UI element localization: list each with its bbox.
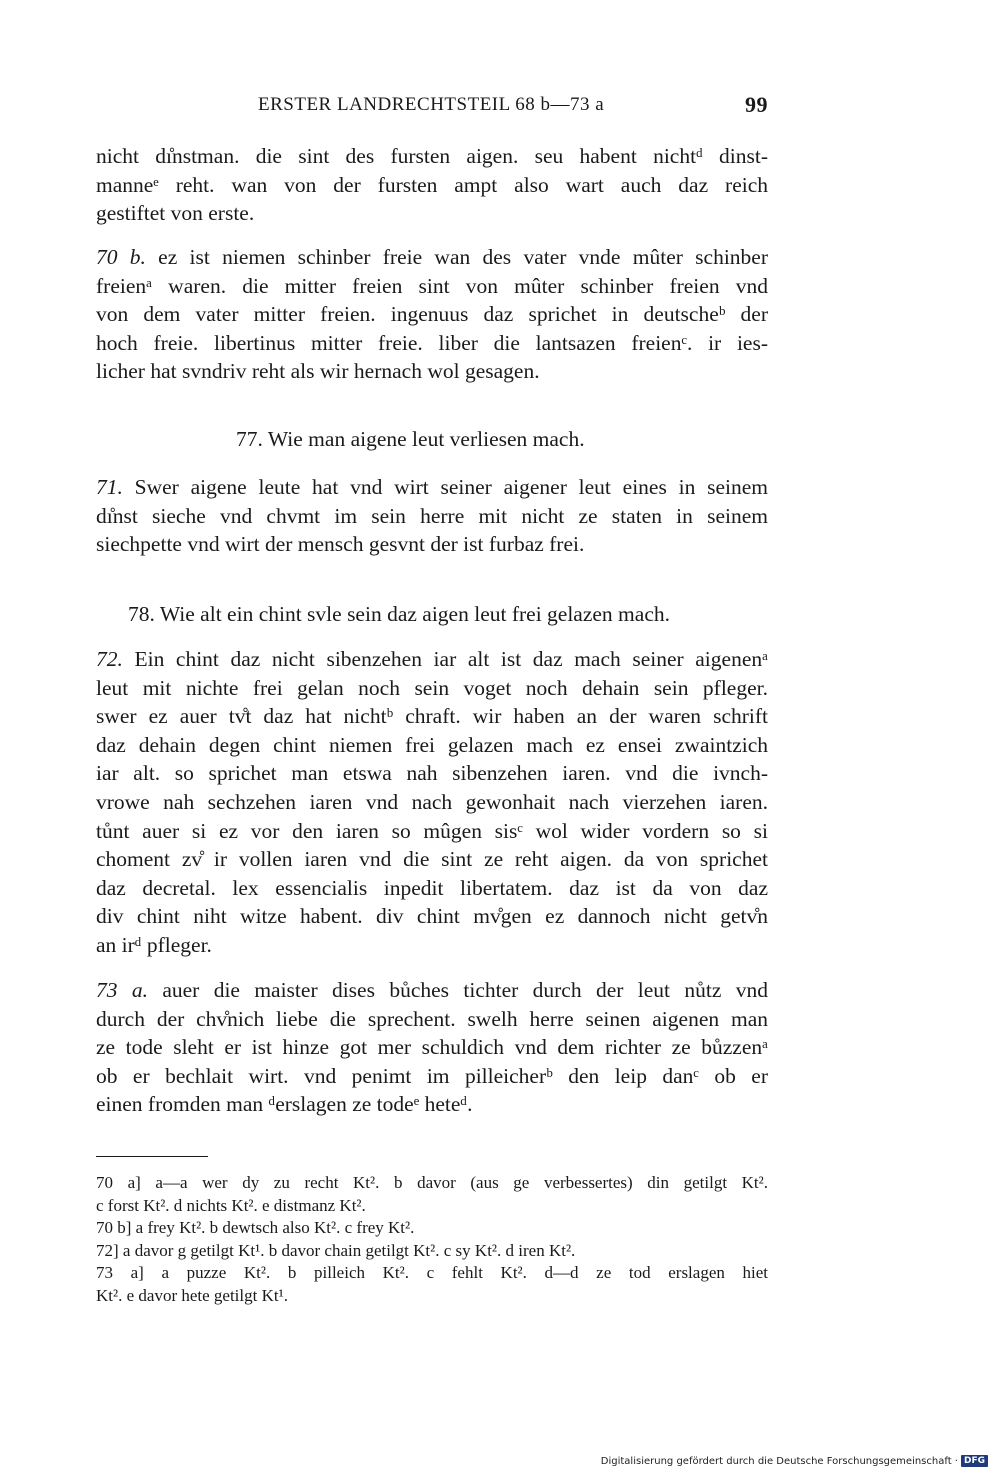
text-fragment: Swer aigene leute hat vnd wirt seiner aigener leut eines in seinem <box>122 475 768 499</box>
text-line: daz dehain degen chint niemen frei gelazen mach ez ensei zwaintzich <box>96 732 768 757</box>
footnote-line: c forst Kt². d nichts Kt². e distmanz Kt². <box>96 1195 366 1215</box>
footnotes <box>96 1172 768 1307</box>
footnote-line: 72] a davor g getilgt Kt¹. b davor chain getilgt Kt². c sy Kt². d iren Kt². <box>96 1240 576 1260</box>
running-title: ERSTER LANDRECHTSTEIL 68 b—73 a <box>258 94 605 115</box>
text-line: manneᵉ reht. wan von der fursten ampt also wart auch daz reich <box>96 172 768 197</box>
text-fragment: Ein chint daz nicht sibenzehen iar alt ist daz mach seiner aigenenᵃ <box>122 647 768 671</box>
paragraph-number: 72. <box>96 647 123 671</box>
paragraph-continuation <box>96 142 768 228</box>
footnote-line: 70 b] a frey Kt². b dewtsch also Kt². c frey Kt². <box>96 1218 415 1237</box>
text-line: durch der chv̊nich liebe die sprechent. swelh herre seinen aigenen man <box>96 1006 768 1031</box>
digitization-credit <box>601 1455 988 1467</box>
text-fragment: ez ist niemen schinber freie wan des vater vnde mûter schinber <box>145 245 769 269</box>
text-line: ob er bechlait wirt. vnd penimt im pilleicherᵇ den leip danᶜ ob er <box>96 1063 768 1088</box>
text-line: iar alt. so sprichet man etswa nah sibenzehen iaren. vnd die ivnch- <box>96 761 768 786</box>
text-fragment: auer die maister dises bůches tichter durch der leut nůtz vnd <box>147 978 768 1002</box>
footnote-line: Kt². e davor hete getilgt Kt¹. <box>96 1285 288 1305</box>
text-line: choment zv̊ ir vollen iaren vnd die sint ze reht aigen. da von sprichet <box>96 847 768 872</box>
paragraph-number: 70 b. <box>96 245 146 269</box>
text-line: an irᵈ pfleger. <box>96 932 212 957</box>
paragraph-72 <box>96 645 768 960</box>
credit-text: Digitalisierung gefördert durch die Deutsche Forschungsgemeinschaft · <box>600 1455 958 1467</box>
section-heading: 78. Wie alt ein chint svle sein daz aigen leut frei gelazen mach. <box>128 602 670 626</box>
text-line <box>96 645 768 674</box>
text-line: hoch freie. libertinus mitter freie. liber die lantsazen freienᶜ. ir ies- <box>96 330 768 355</box>
text-line: dı̊nst sieche vnd chvmt im sein herre mit nicht ze staten in seinem <box>96 503 768 528</box>
paragraph-number: 73 a. <box>96 978 148 1002</box>
paragraph-number: 71. <box>96 475 123 499</box>
text-line: div chint niht witze habent. div chint mv̊gen ez dannoch nicht getv̊n <box>96 904 768 929</box>
footnote-line: 70 a] a—a wer dy zu recht Kt². b davor (aus ge verbessertes) din getilgt Kt². <box>96 1173 768 1192</box>
text-line: daz decretal. lex essencialis inpedit libertatem. daz ist da von daz <box>96 875 768 900</box>
footnote-line: 73 a] a puzze Kt². b pilleich Kt². c fehlt Kt². d—d ze tod erslagen hiet <box>96 1263 768 1282</box>
section-heading: 77. Wie man aigene leut verliesen mach. <box>236 427 585 451</box>
text-line: leut mit nichte frei gelan noch sein voget noch dehain sein pfleger. <box>96 675 768 700</box>
text-line <box>96 243 768 272</box>
paragraph-71 <box>96 473 768 559</box>
text-line: einen fromden man ᵈerslagen ze todeᵉ heteᵈ. <box>96 1092 473 1117</box>
text-line <box>96 473 768 502</box>
footnote-divider <box>96 1156 208 1157</box>
text-line: tůnt auer si ez vor den iaren so mûgen sisᶜ wol wider vordern so si <box>96 818 768 843</box>
text-line: licher hat svndriv reht als wir hernach wol gesagen. <box>96 359 540 384</box>
page-number: 99 <box>745 92 768 117</box>
text-line: nicht dı̊nstman. die sint des fursten aigen. seu habent nichtᵈ dinst- <box>96 144 768 168</box>
text-line: siechpette vnd wirt der mensch gesvnt der ist furbaz frei. <box>96 532 585 557</box>
text-line: ze tode sleht er ist hinze got mer schuldich vnd dem richter ze bůzzenᵃ <box>96 1035 768 1060</box>
paragraph-73a <box>96 976 768 1119</box>
text-line <box>96 976 768 1005</box>
text-line: vrowe nah sechzehen iaren vnd nach gewonhait nach vierzehen iaren. <box>96 789 768 814</box>
running-head <box>258 94 768 122</box>
text-line: freienᵃ waren. die mitter freien sint von mûter schinber freien vnd <box>96 273 768 298</box>
text-line: von dem vater mitter freien. ingenuus daz sprichet in deutscheᵇ der <box>96 302 768 327</box>
text-line: swer ez auer tv̊t daz hat nichtᵇ chraft. wir haben an der waren schrift <box>96 704 768 729</box>
dfg-logo: DFG <box>961 1455 988 1467</box>
paragraph-70b <box>96 243 768 386</box>
text-line: gestiftet von erste. <box>96 201 255 226</box>
